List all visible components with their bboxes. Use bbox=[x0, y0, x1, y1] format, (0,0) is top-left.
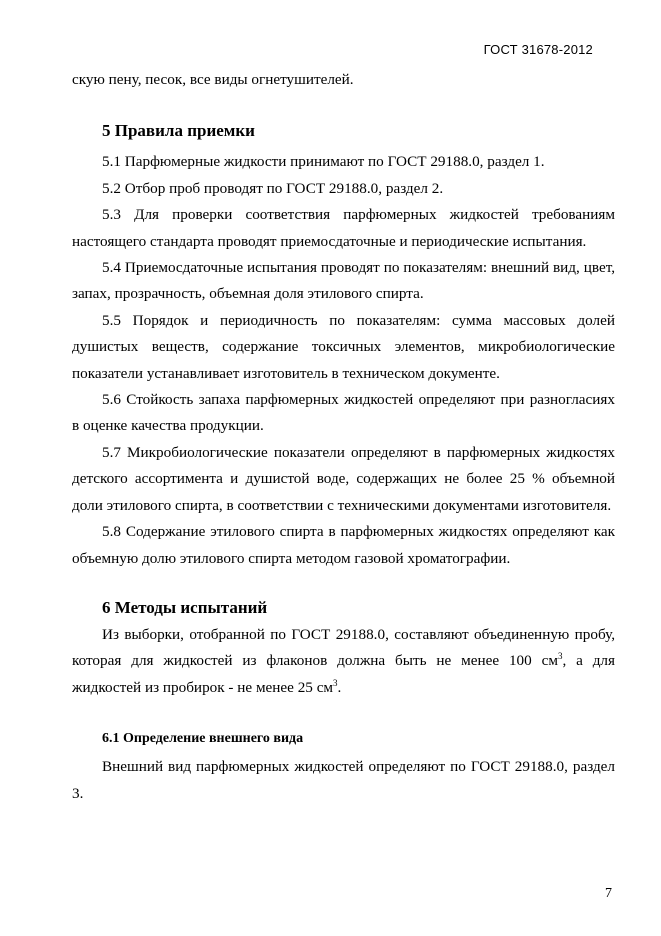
superscript-3-second: 3 bbox=[333, 677, 338, 688]
clause-5-3: 5.3 Для проверки соответствия парфюмерных жидкостей требованиям настоящего стандарта проводят приемосдаточные и периодические испытания. bbox=[72, 206, 615, 250]
clause-5-2: 5.2 Отбор проб проводят по ГОСТ 29188.0, раздел 2. bbox=[102, 179, 444, 197]
clause-5-5: 5.5 Порядок и периодичность по показателям: сумма массовых долей душистых веществ, содержание токсичных элементов, микробиологические показатели устанавливает изготовитель в техническом документе. bbox=[72, 311, 615, 382]
page-number: 7 bbox=[605, 886, 612, 901]
clause-6-1-text: Внешний вид парфюмерных жидкостей определяют по ГОСТ 29188.0, раздел 3. bbox=[72, 758, 615, 802]
intro-text-part-2: , а для жидкостей из пробирок - не менее 25 см bbox=[72, 652, 615, 696]
document-code-header: ГОСТ 31678-2012 bbox=[483, 42, 593, 57]
subsection-6-1-heading: 6.1 Определение внешнего вида bbox=[102, 731, 304, 747]
intro-text-part-1: Из выборки, отобранной по ГОСТ 29188.0, составляют объединенную пробу, которая для жидкостей из флаконов должна быть не менее 100 см bbox=[72, 625, 615, 670]
clause-5-6: 5.6 Стойкость запаха парфюмерных жидкостей определяют при разногласиях в оценке качества продукции. bbox=[72, 391, 615, 435]
clause-5-7: 5.7 Микробиологические показатели определяют в парфюмерных жидкостях детского ассортимента и душистой воде, содержащих не более 25 % объемной доли этилового спирта, в соответствии с техническими документами изготовителя. bbox=[72, 443, 615, 514]
intro-text-part-3: . bbox=[337, 678, 342, 696]
section-6-intro bbox=[72, 622, 615, 701]
clause-5-4: 5.4 Приемосдаточные испытания проводят по показателям: внешний вид, цвет, запах, прозрачность, объемная доля этилового спирта. bbox=[72, 259, 615, 303]
superscript-3-first: 3 bbox=[557, 651, 563, 662]
section-6-heading: 6 Методы испытаний bbox=[102, 597, 268, 617]
page-content bbox=[72, 67, 615, 807]
section-5-heading: 5 Правила приемки bbox=[102, 121, 255, 141]
clause-5-8: 5.8 Содержание этилового спирта в парфюмерных жидкостях определяют как объемную долю этилового спирта методом газовой хроматографии. bbox=[72, 523, 615, 567]
continued-paragraph: скую пену, песок, все виды огнетушителей. bbox=[72, 71, 354, 88]
clause-5-1: 5.1 Парфюмерные жидкости принимают по ГОСТ 29188.0, раздел 1. bbox=[102, 153, 545, 171]
